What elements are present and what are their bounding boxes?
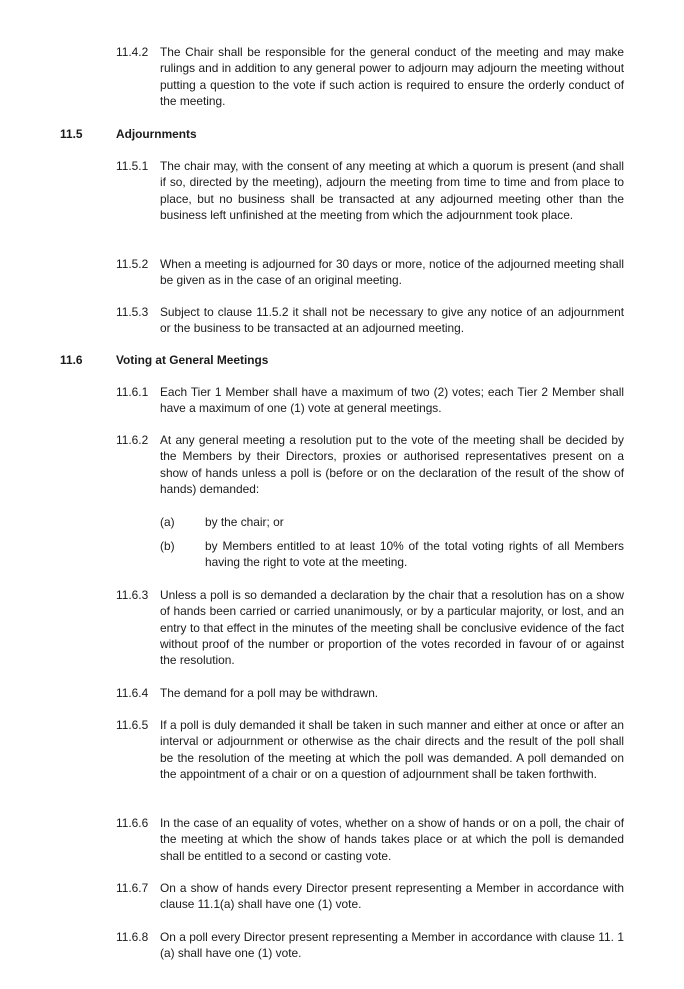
clause-number: 11.5.3 (116, 305, 149, 319)
clause-number: 11.6.1 (116, 385, 149, 399)
clause-number: 11.6.7 (116, 881, 149, 895)
section-title: Adjournments (116, 127, 197, 141)
clause-11-6-4 (116, 685, 624, 701)
section-heading-11-5 (60, 126, 197, 142)
section-title: Voting at General Meetings (116, 353, 269, 367)
clause-number: 11.6.2 (116, 433, 149, 447)
section-number: 11.6 (60, 353, 83, 367)
clause-text: Unless a poll is so demanded a declaration by the chair that a resolution has on a show of hands been carried or carried unanimously, or by a particular majority, or lost, and an entry to that effect in the minutes of the meeting shall be conclusive evidence of the fact without proof of the number or proportion of the votes recorded in favour of or against the resolution. (160, 588, 624, 668)
section-number: 11.5 (60, 127, 83, 141)
sub-item-label: (b) (160, 539, 175, 553)
clause-text: The Chair shall be responsible for the general conduct of the meeting and may make rulings and in addition to any general power to adjourn may adjourn the meeting without putting a question to the vote if such action is required to ensure the orderly conduct of the meeting. (160, 45, 624, 108)
clause-11-6-6 (116, 815, 624, 864)
sub-item-a (160, 514, 624, 530)
section-heading-11-6 (60, 352, 268, 368)
sub-item-text: by Members entitled to at least 10% of the total voting rights of all Members having the right to vote at the meeting. (205, 539, 624, 570)
clause-text: On a poll every Director present representing a Member in accordance with clause 11. 1 (a) shall have one (1) vote. (160, 930, 624, 961)
clause-11-6-2 (116, 432, 624, 497)
clause-number: 11.5.2 (116, 257, 149, 271)
clause-text: When a meeting is adjourned for 30 days or more, notice of the adjourned meeting shall be given as in the case of an original meeting. (160, 257, 624, 288)
clause-11-5-1 (116, 158, 624, 223)
clause-text: Subject to clause 11.5.2 it shall not be necessary to give any notice of an adjournment or the business to be transacted at an adjourned meeting. (160, 305, 624, 336)
clause-number: 11.6.5 (116, 718, 149, 732)
clause-number: 11.6.4 (116, 686, 149, 700)
clause-11-6-3 (116, 587, 624, 668)
clause-11-6-8 (116, 929, 624, 962)
clause-text: At any general meeting a resolution put to the vote of the meeting shall be decided by the Members by their Directors, proxies or authorised representatives present on a show of hands unless a poll is (before or on the declaration of the result of the show of hands) demanded: (160, 433, 624, 496)
clause-11-5-2 (116, 256, 624, 289)
clause-number: 11.6.8 (116, 930, 149, 944)
clause-text: If a poll is duly demanded it shall be taken in such manner and either at once or after an interval or adjournment or otherwise as the chair directs and the result of the poll shall be the resolution of the meeting at which the poll was demanded. A poll demanded on the appointment of a chair or on a question of adjournment shall be taken forthwith. (160, 718, 624, 781)
clause-number: 11.5.1 (116, 159, 149, 173)
clause-text: The demand for a poll may be withdrawn. (160, 686, 379, 700)
clause-number: 11.4.2 (116, 45, 149, 59)
clause-11-6-7 (116, 880, 624, 913)
clause-11-4-2 (116, 44, 624, 109)
clause-number: 11.6.6 (116, 816, 149, 830)
clause-11-6-5 (116, 717, 624, 782)
sub-item-label: (a) (160, 515, 175, 529)
clause-number: 11.6.3 (116, 588, 149, 602)
clause-text: The chair may, with the consent of any meeting at which a quorum is present (and shall if so, directed by the meeting), adjourn the meeting from time to time and from place to place, but no business shall be transacted at any adjourned meeting other than the business left unfinished at the meeting from which the adjournment took place. (160, 159, 624, 222)
clause-text: On a show of hands every Director present representing a Member in accordance with clause 11.1(a) shall have one (1) vote. (160, 881, 624, 912)
sub-item-text: by the chair; or (205, 515, 284, 529)
clause-text: Each Tier 1 Member shall have a maximum of two (2) votes; each Tier 2 Member shall have a maximum of one (1) vote at general meetings. (160, 385, 624, 416)
sub-item-b (160, 538, 624, 571)
clause-11-5-3 (116, 304, 624, 337)
clause-11-6-1 (116, 384, 624, 417)
clause-text: In the case of an equality of votes, whether on a show of hands or on a poll, the chair of the meeting at which the show of hands takes place or at which the poll is demanded shall be entitled to a second or casting vote. (160, 816, 624, 863)
